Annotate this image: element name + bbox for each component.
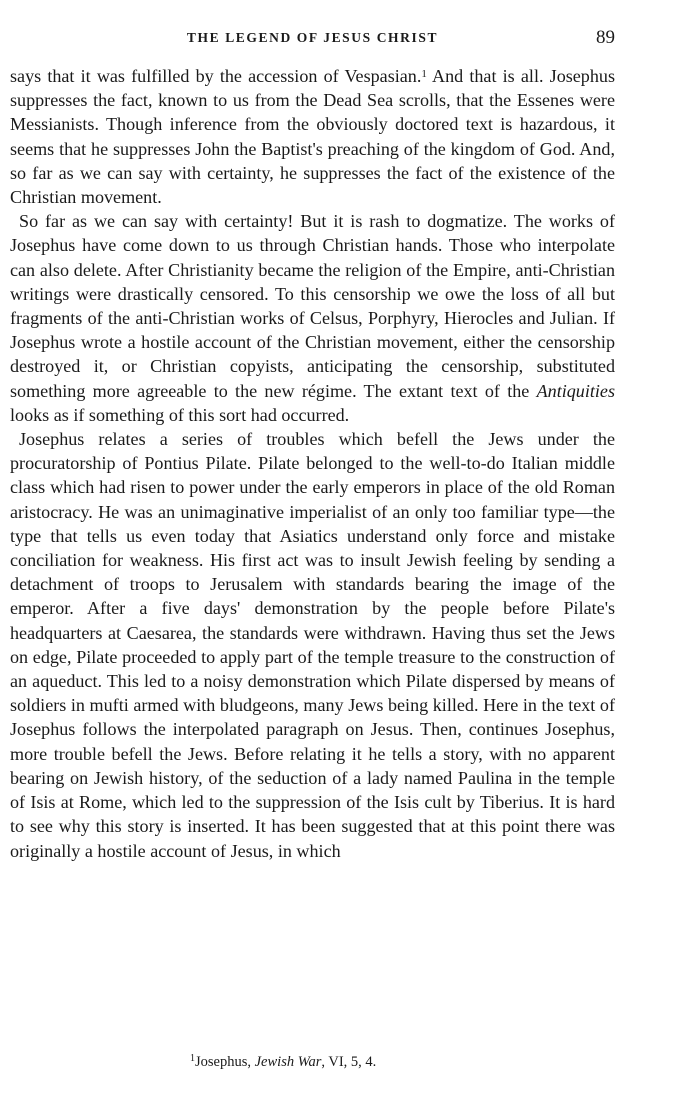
paragraph-1 [10, 64, 615, 209]
footnote-marker: 1 [190, 1053, 195, 1064]
paragraph-1-text-b: And that is all. Josephus suppresses the fact, known to us from the Dead Sea scrolls, that the Essenes were Messianists. Though inference from the obviously doctored text is hazardous, it seems that he suppresses John the Baptist's preaching of the kingdom of God. And, so far as we can say with certainty, he suppresses the fact of the existence of the Christian movement. [10, 66, 615, 208]
paragraph-3-text: Josephus relates a series of troubles which befell the Jews under the procuratorship of Pontius Pilate. Pilate belonged to the well-to-do Italian middle class which had risen to power under the early emperors in place of the old Roman aristocracy. He was an unimaginative imperialist of an only too familiar type—the type that tells us even today that Asiatics understand only force and mistake conciliation for weakness. His first act was to insult Jewish feeling by sending a detachment of troops to Jerusalem with standards bearing the image of the emperor. After a five days' demonstration by the people before Pilate's headquarters at Caesarea, the standards were withdrawn. Having thus set the Jews on edge, Pilate proceeded to apply part of the temple treasure to the construction of an aqueduct. This led to a noisy demonstration which Pilate dispersed by means of soldiers in mufti armed with bludgeons, many Jews being killed. Here in the text of Josephus follows the interpolated paragraph on Jesus. Then, continues Josephus, more trouble befell the Jews. Before relating it he tells a story, with no apparent bearing on Jewish history, of the seduction of a lady named Paulina in the temple of Isis at Rome, which led to the suppression of the Isis cult by Tiberius. It is hard to see why this story is inserted. It has been suggested that at this point there was originally a hostile account of Jesus, in which [10, 429, 615, 861]
footnote-reference: 1 [421, 68, 427, 80]
running-title: THE LEGEND OF JESUS CHRIST [186, 30, 439, 45]
page-number: 89 [596, 27, 615, 48]
footnote-italic-title: Jewish War [254, 1054, 322, 1070]
footnote-text-a: Josephus, [195, 1054, 255, 1070]
body-text [10, 64, 615, 863]
paragraph-2-text-a: So far as we can say with certainty! But it is rash to dogmatize. The works of Josephus have come down to us through Christian hands. Those who interpolate can also delete. After Christianity became the religion of the Empire, anti-Christian writings were drastically censored. To this censorship we owe the loss of all but fragments of the anti-Christian works of Celsus, Porphyry, Hierocles and Julian. If Josephus wrote a hostile account of the Christian movement, either the censorship destroyed it, or Christian copyists, anticipating the censorship, substituted something more agreeable to the new régime. The extant text of the [10, 211, 615, 401]
paragraph-1-text-a: says that it was fulfilled by the accession of Vespasian. [10, 66, 422, 86]
footnote-text-b: , VI, 5, 4. [321, 1054, 377, 1070]
paragraph-2-text-b: looks as if something of this sort had occurred. [10, 404, 350, 425]
paragraph-2 [10, 209, 615, 427]
footnote [190, 1054, 376, 1071]
running-head [10, 27, 615, 52]
paragraph-2-italic-title: Antiquities [536, 380, 615, 401]
paragraph-3 [10, 427, 615, 863]
